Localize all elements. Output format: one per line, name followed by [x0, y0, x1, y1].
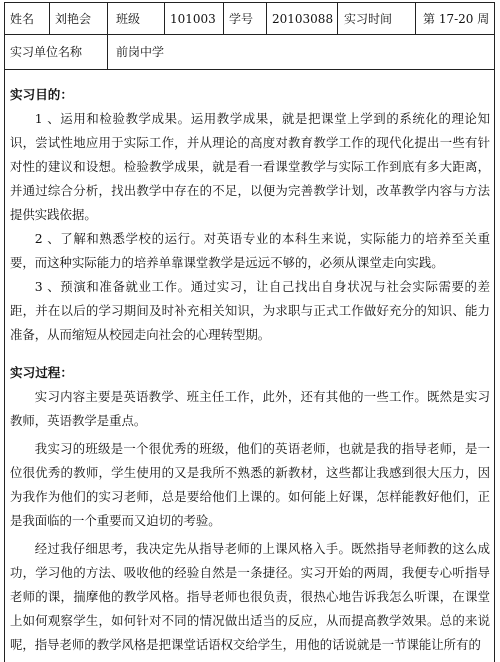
class-value: 101003	[165, 3, 224, 34]
internship-form	[4, 2, 495, 662]
unit-label: 实习单位名称	[5, 34, 108, 69]
info-row	[5, 3, 494, 35]
name-label: 姓名	[5, 3, 50, 34]
student-id-value: 20103088	[267, 3, 338, 34]
unit-row	[5, 34, 494, 70]
process-heading: 实习过程：	[10, 365, 73, 380]
purpose-paragraph: 1 、运用和检验教学成果。运用教学成果，就是把课堂上学到的系统化的理论知识，尝试性地应用于实际工作，并从理论的高度对教育教学工作的现代化提出一些有针对性的建议和设想。检验教学成果，就是看一看课堂教学与实际工作到底有多大距离，并通过综合分析，找出教学中存在的不足，以便为完善教学计划，改革教学内容与方法提供实践依据。	[10, 111, 490, 222]
process-paragraph: 经过我仔细思考，我决定先从指导老师的上课风格入手。既然指导老师教的这么成功，学习他的方法、吸收他的经验自然是一条捷径。实习开始的两周，我便专心听指导老师的课，揣摩他的教学风格。指导老师也很负责，很热心地告诉我怎么听课，在课堂上如何观察学生，如何针对不同的情况做出适当的反应，从而提高教学效果。总的来说呢，指导老师的教学风格是把课堂话语权交给学生，用他的话说就是一节课能让所有的	[10, 541, 490, 652]
class-label: 班级	[108, 3, 165, 34]
purpose-paragraph: 3 、预演和准备就业工作。通过实习，让自己找出自身状况与社会实际需要的差距，并在以后的学习期间及时补充相关知识，为求职与正式工作做好充分的知识、能力准备，从而缩短从校园走向社会的心理转型期。	[10, 279, 490, 342]
unit-value: 前岗中学	[116, 45, 165, 59]
purpose-paragraph: 2 、了解和熟悉学校的运行。对英语专业的本科生来说，实际能力的培养至关重要，而这种实际能力的培养单靠课堂教学是远远不够的，必须从课堂走向实践。	[10, 231, 490, 270]
process-paragraph: 实习内容主要是英语教学、班主任工作，此外，还有其他的一些工作。既然是实习教师，英语教学是重点。	[10, 389, 490, 428]
process-paragraph: 我实习的班级是一个很优秀的班级，他们的英语老师，也就是我的指导老师，是一位很优秀的教师，学生使用的又是我所不熟悉的新教材，这些都让我感到很大压力，因为我作为他们的实习老师，总是要给他们上课的。如何能上好课，怎样能教好他们，正是我面临的一个重要而又迫切的考验。	[10, 441, 490, 528]
student-id-label: 学号	[224, 3, 267, 34]
report-body	[5, 70, 494, 662]
name-value: 刘艳会	[50, 3, 108, 34]
time-value: 第 17-20 周	[423, 12, 490, 26]
time-label: 实习时间	[338, 3, 416, 34]
purpose-heading: 实习目的：	[10, 87, 73, 102]
